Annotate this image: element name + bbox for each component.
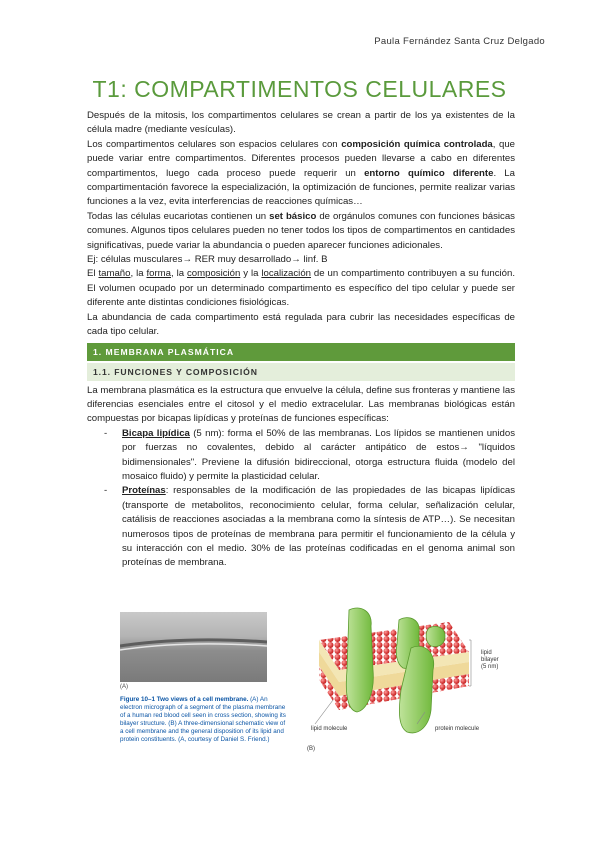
underlined-term: forma	[146, 268, 171, 280]
figure-caption	[120, 696, 290, 744]
label-line: bilayer	[481, 657, 499, 663]
underlined-term: tamaño	[98, 268, 131, 280]
membrane-line-graphic	[120, 612, 267, 682]
intro-paragraph-3	[87, 210, 515, 253]
list-text: : responsables de la modificación de las propiedades de las bicapas lipídicas (transporte de metabolitos, reconocimiento celular, forma celular, señalización celular, catálisis de reacciones asociadas a la membrana como la síntesis de ATP…). Se necesitan numerosos tipos de proteínas de membrana para permitir el funcionamiento de la célula y su interacción con el medio. 30% de las proteínas codificadas en el genoma animal son proteínas de membrana.	[122, 485, 515, 569]
bilayer-label	[481, 650, 499, 671]
document-body	[87, 109, 515, 571]
list-item	[87, 484, 515, 570]
text-run: de un compartimento contribuyen a su función. El volumen ocupado por un determinado compartimento es específico del tipo celular y puede ser diferente ante distintas condiciones fisiológicas.	[87, 268, 515, 309]
panel-a-label: (A)	[120, 684, 128, 690]
bold-term: set básico	[269, 210, 317, 222]
text-run: , la	[171, 268, 187, 280]
caption-title: Figure 10–1 Two views of a cell membrane.	[120, 696, 249, 703]
intro-paragraph-4: Ej: células musculares→ RER muy desarrollado→ linf. B	[87, 254, 328, 266]
label-line: (5 nm)	[481, 664, 499, 670]
underlined-term: localización	[261, 268, 311, 280]
intro-paragraph-6: La abundancia de cada compartimento está regulada para cubrir las necesidades específicas de cada tipo celular.	[87, 311, 515, 338]
list-term: Proteínas	[122, 485, 166, 497]
text-run: , que puede variar entre compartimentos. Diferentes procesos pueden llevarse a cabo en diferentes compartimentos, luego cada proceso puede requerir un	[87, 138, 515, 179]
label-line: lipid	[481, 650, 492, 656]
text-run: El	[87, 268, 99, 280]
caption-text: (A) An electron micrograph of a segment of the plasma membrane of a human red blood cell seen in cross section, showing its bilayer structure. (B) A three-dimensional schematic view of a cell membrane and the general disposition of its lipid and protein constituents. (A, courtesy of Daniel S. Friend.)	[120, 696, 286, 743]
page-title: T1: COMPARTIMENTOS CELULARES	[92, 76, 507, 102]
text-run: Los compartimentos celulares son espacios celulares con	[87, 138, 342, 150]
list-dash: -	[104, 485, 108, 497]
section-paragraph: La membrana plasmática es la estructura que envuelve la célula, define sus fronteras y mantiene las diferencias esenciales entre el citosol y el medio extracelular. Las membranas biológicas están compuestas por bicapas lipídicas y proteínas de funciones específicas:	[87, 384, 515, 425]
text-run: Todas las células eucariotas contienen un	[87, 210, 270, 222]
author-name: Paula Fernández Santa Cruz Delgado	[374, 36, 545, 47]
membrane-figure	[117, 600, 512, 760]
text-run: . La compartimentación favorece la especialización, la optimización de funciones, permite realizar varias funciones a la vez, evita interferencias de reacciones químicas…	[87, 167, 515, 208]
electron-micrograph-image	[120, 612, 267, 682]
text-run: de orgánulos comunes con funciones básicas comunes. Algunos tipos celulares pueden no tener todos los tipos de compartimentos en cantidades significativas, puede variar la abundancia o pueden aparecer funciones adicionales.	[87, 210, 515, 251]
lipid-molecule-label: lipid molecule	[311, 726, 348, 732]
component-list	[87, 427, 515, 571]
list-item	[87, 427, 515, 485]
underlined-term: composición	[187, 268, 241, 280]
bold-term: entorno químico diferente	[364, 167, 494, 179]
panel-b-label: (B)	[307, 746, 315, 752]
section-heading-1: 1. MEMBRANA PLASMÁTICA	[87, 343, 515, 361]
protein-molecule-label: protein molecule	[435, 726, 480, 732]
list-text: (5 nm): forma el 50% de las membranas. Los lípidos se mantienen unidos por fuerzas no covalentes, debido al carácter antipático de estos→ "líquidos bidimensionales". Previene la difusión bidireccional, otorga estructura fluida (modelo del mosaico fluido) y permite la plasticidad celular.	[122, 427, 515, 482]
bold-term: composición química controlada	[341, 138, 493, 150]
text-run: y la	[240, 268, 262, 280]
intro-paragraph-2	[87, 138, 515, 210]
intro-paragraph-5	[87, 267, 515, 310]
text-run: , la	[130, 268, 147, 280]
subsection-heading-1-1: 1.1. FUNCIONES Y COMPOSICIÓN	[87, 363, 515, 381]
list-term: Bicapa lipídica	[122, 427, 190, 439]
list-dash: -	[104, 427, 108, 439]
intro-paragraph-1: Después de la mitosis, los compartimentos celulares se crean a partir de los ya existentes de la célula madre (mediante vesículas).	[87, 110, 515, 136]
